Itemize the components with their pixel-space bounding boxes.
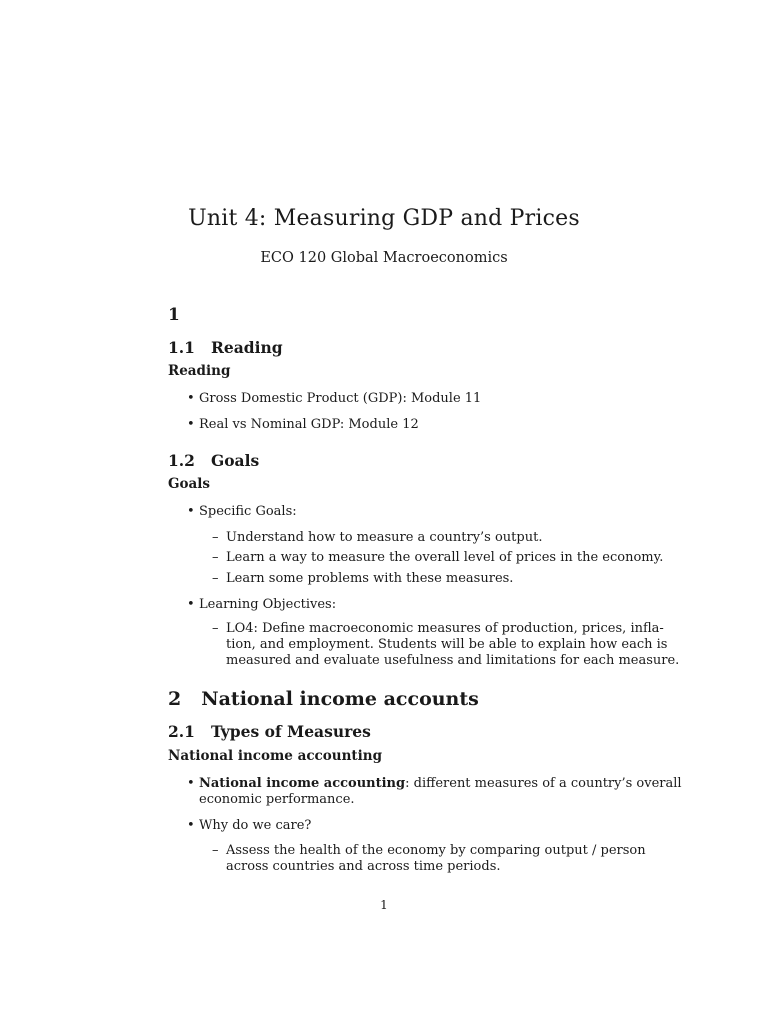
- bullet-icon: •: [187, 391, 195, 406]
- sublist-item: [212, 620, 664, 637]
- list-item: [187, 817, 312, 834]
- subsection-number: 2.1: [168, 722, 195, 741]
- dash-icon: –: [212, 530, 219, 545]
- list-item: [187, 503, 297, 520]
- list-item: [187, 596, 337, 613]
- sublist-item-text: Learn a way to measure the overall level of prices in the economy.: [226, 550, 664, 565]
- document-title: Unit 4: Measuring GDP and Prices: [188, 206, 580, 231]
- bold-term: National income accounting: [199, 776, 406, 791]
- list-item-continuation: economic performance.: [199, 792, 355, 807]
- section-1-number: 1: [168, 305, 180, 325]
- dash-icon: –: [212, 571, 219, 586]
- subsection-number: 1.1: [168, 338, 195, 357]
- sublist-item-continuation: tion, and employment. Students will be able to explain how each is: [226, 637, 668, 652]
- subsection-2-1-heading: [168, 722, 371, 741]
- paragraph-heading: Reading: [168, 363, 231, 379]
- sublist-item: [212, 549, 664, 566]
- list-item-text: Specific Goals:: [199, 504, 297, 519]
- sublist-item-text: Assess the health of the economy by comparing output / person: [226, 843, 646, 858]
- section-2-heading: [168, 688, 479, 710]
- subsection-title: Types of Measures: [210, 722, 371, 741]
- subsection-1-2-heading: [168, 451, 259, 470]
- sublist-item: [212, 570, 514, 587]
- paragraph-heading: Goals: [168, 476, 211, 492]
- sublist-item: [212, 529, 543, 546]
- sublist-item-text: Learn some problems with these measures.: [226, 571, 514, 586]
- sublist-item-text: Understand how to measure a country’s output.: [226, 530, 543, 545]
- sublist-item-continuation: measured and evaluate usefulness and limitations for each measure.: [226, 653, 680, 668]
- list-item-text: Why do we care?: [199, 818, 312, 833]
- list-item-text: Learning Objectives:: [199, 597, 337, 612]
- subsection-number: 1.2: [168, 451, 195, 470]
- subsection-title: Reading: [210, 338, 283, 357]
- paragraph-heading: National income accounting: [168, 748, 383, 764]
- list-item: [187, 390, 482, 407]
- section-title: National income accounts: [201, 688, 479, 710]
- dash-icon: –: [212, 621, 219, 636]
- bullet-icon: •: [187, 818, 195, 833]
- subsection-1-1-heading: [168, 338, 283, 357]
- sublist-item-continuation: across countries and across time periods.: [226, 859, 501, 874]
- document-subtitle: ECO 120 Global Macroeconomics: [260, 250, 508, 266]
- subsection-title: Goals: [210, 451, 260, 470]
- bullet-icon: •: [187, 776, 195, 791]
- list-item-text: Gross Domestic Product (GDP): Module 11: [199, 391, 482, 406]
- list-item: [187, 416, 419, 433]
- sublist-item: [212, 842, 646, 859]
- bullet-icon: •: [187, 597, 195, 612]
- bullet-icon: •: [187, 417, 195, 432]
- list-item: [187, 775, 682, 792]
- section-number: 2: [168, 688, 182, 710]
- bullet-icon: •: [187, 504, 195, 519]
- dash-icon: –: [212, 550, 219, 565]
- page-number: 1: [380, 898, 388, 912]
- dash-icon: –: [212, 843, 219, 858]
- list-item-text: Real vs Nominal GDP: Module 12: [199, 417, 419, 432]
- list-item-text: : different measures of a country’s overall: [405, 776, 682, 791]
- sublist-item-text: LO4: Define macroeconomic measures of production, prices, infla-: [226, 621, 664, 636]
